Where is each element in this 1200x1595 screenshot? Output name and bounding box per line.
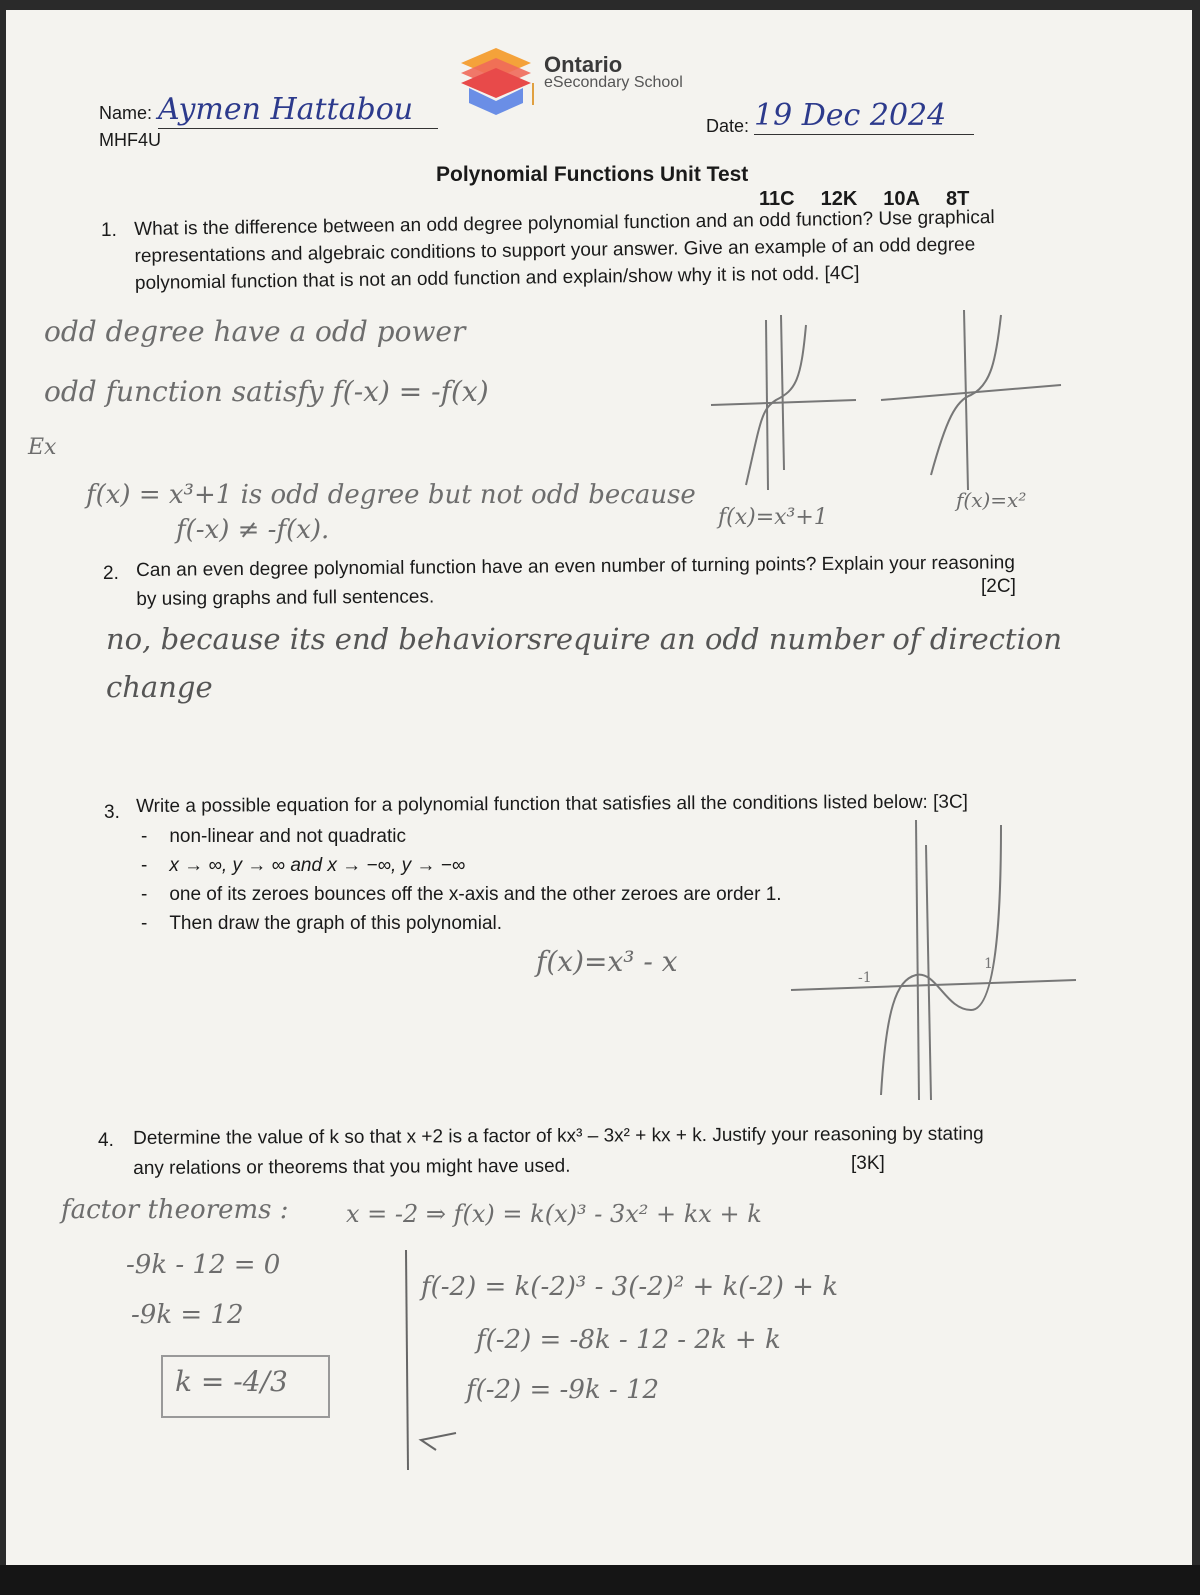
q3-tick-neg-one: -1 (858, 970, 872, 986)
q1-graph-label-quadratic: f(x)=x² (956, 488, 1027, 512)
condition-item: - one of its zeroes bounces off the x-axis and the other zeroes are order 1. (141, 884, 782, 905)
question-4-marks: [3K] (851, 1153, 885, 1174)
q1-answer-line-2: odd function satisfy f(-x) = -f(x) (44, 375, 489, 408)
condition-item: - Then draw the graph of this polynomial. (141, 913, 503, 934)
test-paper (6, 10, 1192, 1565)
school-subtitle: eSecondary School (544, 74, 683, 91)
q4-left-step-1: -9k - 12 = 0 (126, 1250, 281, 1280)
date-label: Date: (706, 116, 750, 136)
q4-left-step-2: -9k = 12 (131, 1300, 244, 1330)
mark-t: 8T (946, 188, 970, 210)
q4-factor-theorem: factor theorems : (61, 1195, 289, 1225)
q4-right-step-3: f(-2) = -8k - 12 - 2k + k (476, 1325, 781, 1355)
q4-final-answer: k = -4/3 (161, 1355, 330, 1418)
q1-answer-line-1: odd degree have a odd power (44, 315, 466, 348)
name-value: Aymen Hattabou (158, 92, 438, 129)
date-value: 19 Dec 2024 (754, 98, 974, 135)
question-1-number: 1. (101, 220, 117, 241)
question-4-text: Determine the value of k so that x +2 is a factor of kx³ – 3x² + kx + k. Justify your reasoning by stating any relations or theorems that you might have used. (133, 1123, 984, 1179)
condition-item: - x → ∞, y → ∞ and x → −∞, y → −∞ (141, 855, 466, 876)
question-2-number: 2. (103, 563, 119, 584)
q4-right-step-2: f(-2) = k(-2)³ - 3(-2)² + k(-2) + k (421, 1272, 838, 1302)
q3-answer-equation: f(x)=x³ - x (536, 945, 678, 978)
question-2-text: Can an even degree polynomial function have an even number of turning points? Explain your reasoning by using graphs and full sentences. (136, 552, 1015, 610)
mark-k: 12K (820, 188, 858, 210)
school-logo (451, 43, 541, 118)
condition-item: - non-linear and not quadratic (141, 826, 406, 847)
question-3-conditions (141, 822, 782, 938)
question-2-marks: [2C] (981, 576, 1016, 597)
q1-answer-ex: Ex (28, 435, 57, 460)
question-1-text: What is the difference between an odd degree polynomial function and an odd function? Use graphical representations and algebraic conditions to support your answer. Give an example of an odd degree polynomial function that is not an odd function and explain/show why it is not odd. [4C] (134, 206, 995, 294)
q4-work-bracket (396, 1245, 486, 1475)
question-3-number: 3. (104, 802, 120, 823)
name-label: Name: (99, 103, 153, 123)
q1-graph-sketches (706, 300, 1066, 500)
q2-answer-line-2: change (106, 670, 213, 704)
q1-answer-line-3: f(x) = x³+1 is odd degree but not odd because (86, 480, 696, 510)
school-name: Ontario (544, 52, 623, 77)
q4-right-step-1: x = -2 ⇒ f(x) = k(x)³ - 3x² + kx + k (346, 1200, 762, 1228)
mark-c: 11C (759, 188, 795, 210)
cubic-plus-one-graph (711, 315, 856, 490)
photo-edge (0, 1565, 1200, 1595)
q1-answer-line-4: f(-x) ≠ -f(x). (176, 515, 330, 545)
question-4-number: 4. (98, 1130, 114, 1151)
x-squared-graph (881, 310, 1061, 490)
q3-tick-one: 1 (984, 956, 993, 972)
mark-a: 10A (883, 188, 920, 210)
course-code: MHF4U (99, 130, 161, 150)
q4-right-step-4: f(-2) = -9k - 12 (466, 1375, 660, 1405)
q2-answer-line-1: no, because its end behaviorsrequire an odd number of direction (106, 622, 1062, 656)
q1-graph-label-cubic: f(x)=x³+1 (718, 505, 828, 530)
test-title: Polynomial Functions Unit Test (436, 163, 749, 186)
q3-graph-sketch (786, 810, 1086, 1110)
graduation-cap-icon (451, 43, 541, 118)
question-3-text: Write a possible equation for a polynomial function that satisfies all the conditions listed below: [3C] (136, 791, 968, 817)
